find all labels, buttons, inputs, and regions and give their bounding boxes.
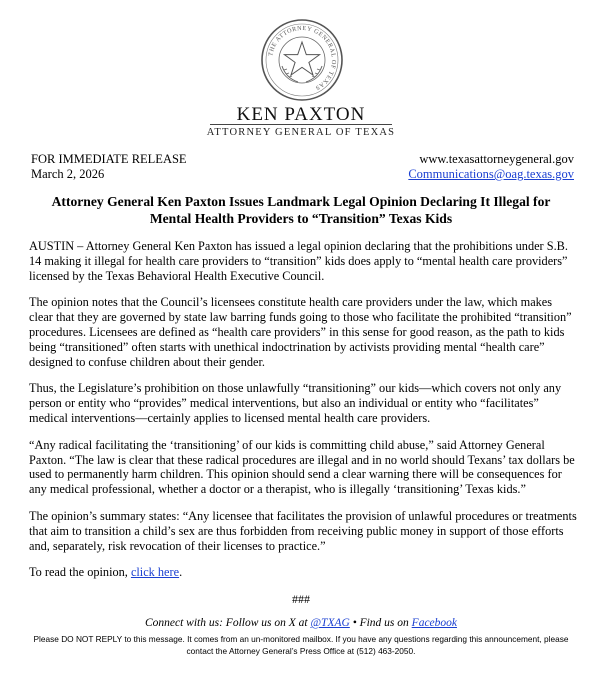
facebook-link[interactable]: Facebook xyxy=(411,617,458,629)
connect-prefix: Connect with us: Follow us on X at xyxy=(144,617,311,629)
no-reply-disclaimer: Please DO NOT REPLY to this message. It comes from an un-monitored mailbox. If you have any questions regarding this announcement, please contact the Attorney General’s Press Office at (512) 463-2050. xyxy=(33,634,569,656)
read-opinion-suffix: . xyxy=(179,565,183,580)
body-paragraph: Thus, the Legislature’s prohibition on those unlawfully “transitioning” our kids—which covers not only any person or entity who “provides” medical interventions, but also an individual or entity who “facilitates” medical interventions—certainly applies to licensed mental health care providers. xyxy=(29,381,562,425)
body-paragraph: The opinion notes that the Council’s licensees constitute health care providers under the law, which makes clear that they are governed by state law barring funds going to those who facilitate the prohibited “transition” procedures. Licensees are defined as “health care providers” in this sense for good reason, as the path to kids being “transitioned” often starts with unethical indoctrination by activists providing mental “health care” designed to confuse children about their gender. xyxy=(29,295,572,369)
email-link[interactable]: Communications@oag.texas.gov xyxy=(408,167,574,181)
contact-info xyxy=(408,152,574,182)
connect-separator: • Find us on xyxy=(349,617,412,629)
read-opinion-prefix: To read the opinion, xyxy=(29,565,131,580)
release-label: FOR IMMEDIATE RELEASE xyxy=(31,152,187,166)
website-text: www.texasattorneygeneral.gov xyxy=(419,152,574,166)
release-info xyxy=(31,152,187,182)
svg-text:THE ATTORNEY GENERAL OF TEXAS: THE ATTORNEY GENERAL OF TEXAS xyxy=(267,24,338,92)
body-paragraph: AUSTIN – Attorney General Ken Paxton has issued a legal opinion declaring that the prohibitions under S.B. 14 making it illegal for health care providers to “transition” kids does apply to “mental health care providers” licensed by the Texas Behavioral Health Executive Council. xyxy=(29,239,568,283)
end-mark: ### xyxy=(292,592,310,606)
attorney-general-seal xyxy=(260,18,344,102)
attorney-general-name: KEN PAXTON xyxy=(236,104,366,125)
press-release-headline: Attorney General Ken Paxton Issues Landmark Legal Opinion Declaring It Illegal for Mental Health Providers to “Transition” Texas Kids xyxy=(51,194,551,226)
attorney-general-title: ATTORNEY GENERAL OF TEXAS xyxy=(206,127,396,138)
body-paragraph: The opinion’s summary states: “Any licensee that facilitates the provision of unlawful procedures or treatments that aim to transition a child’s sex are thus forbidden from receiving public money in support of those efforts and, separately, risk revocation of their licenses to practice.” xyxy=(29,508,577,553)
read-opinion-line xyxy=(29,565,577,580)
press-release-body xyxy=(29,239,577,592)
body-paragraph: “Any radical facilitating the ‘transitioning’ of our kids is committing child abuse,” said Attorney General Paxton. “The law is clear that these radical procedures are illegal and in no world should Texans’ tax dollars be used to permanently harm children. This opinion should send a clear warning there will be consequences for any medical professional, whether a doctor or a therapist, who is illegally ‘transitioning’ Texas kids.” xyxy=(29,437,575,497)
connect-line xyxy=(0,617,602,629)
x-handle-link[interactable]: @TXAG xyxy=(310,617,350,629)
release-date: March 2, 2026 xyxy=(31,167,105,181)
click-here-link[interactable]: click here xyxy=(130,565,180,580)
